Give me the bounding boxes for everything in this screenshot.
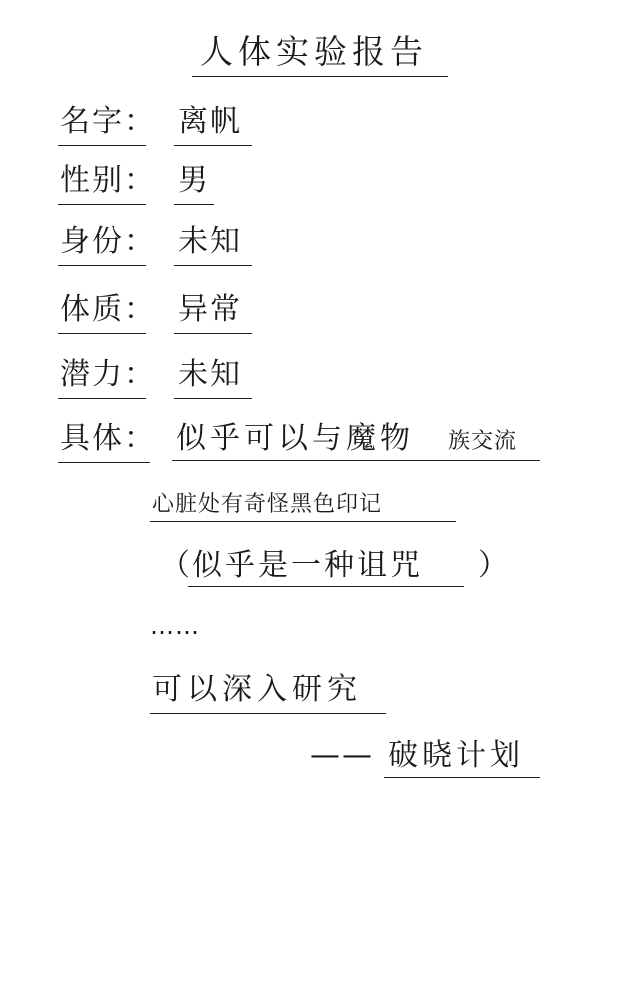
potential-label-underline: [58, 398, 146, 399]
gender-label: 性别：: [60, 163, 156, 198]
identity-label: 身份：: [60, 224, 156, 259]
note-paren-open: （: [160, 548, 192, 583]
potential-value-underline: [174, 398, 252, 399]
note-line-1: 心脏处有奇怪黑色印记: [152, 492, 383, 517]
identity-label-underline: [58, 265, 146, 266]
report-title: 人体实验报告: [200, 32, 428, 71]
details-value-underline: [172, 460, 540, 461]
note-paren-close: ）: [478, 548, 510, 583]
note-line-2: 似乎是一种诅咒: [192, 548, 423, 583]
gender-value: 男: [178, 163, 210, 198]
name-label: 名字：: [60, 104, 156, 139]
name-value: 离帆: [178, 104, 242, 139]
potential-value: 未知: [178, 357, 242, 392]
constitution-label-underline: [58, 333, 146, 334]
name-label-underline: [58, 145, 146, 146]
potential-label: 潜力：: [60, 357, 156, 392]
details-label-underline: [58, 462, 150, 463]
name-value-underline: [174, 145, 252, 146]
ellipsis: ……: [150, 612, 200, 640]
details-label: 具体：: [60, 421, 156, 456]
gender-value-underline: [174, 204, 214, 205]
constitution-value: 异常: [178, 292, 242, 327]
constitution-value-underline: [174, 333, 252, 334]
note-line-3-underline: [150, 713, 386, 714]
constitution-label: 体质：: [60, 292, 156, 327]
note-line-2-underline: [188, 586, 464, 587]
note-line-1-underline: [150, 521, 456, 522]
details-value-small: 族交流: [448, 429, 518, 454]
gender-label-underline: [58, 204, 146, 205]
title-underline: [192, 76, 448, 77]
details-value: 似乎可以与魔物: [176, 421, 414, 456]
identity-value-underline: [174, 265, 252, 266]
signature: 破晓计划: [388, 738, 524, 773]
signature-underline: [384, 777, 540, 778]
signature-dash: ——: [310, 738, 374, 773]
identity-value: 未知: [178, 224, 242, 259]
note-line-3: 可以深入研究: [152, 672, 362, 707]
